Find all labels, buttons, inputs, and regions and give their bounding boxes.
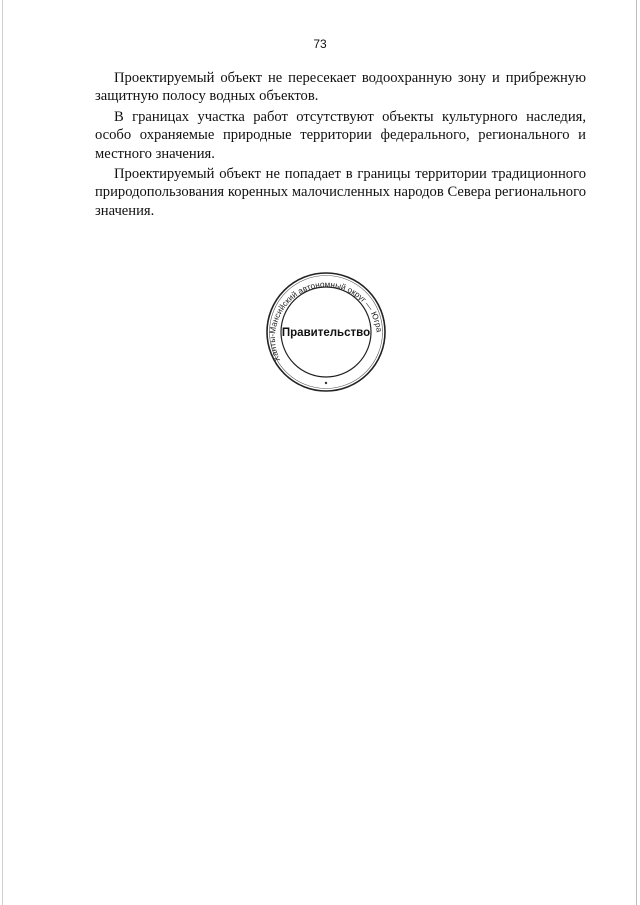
stamp-dot [325, 382, 327, 384]
scan-edge-left [2, 0, 3, 905]
page-number: 73 [313, 37, 327, 51]
paragraph-2 [95, 108, 586, 163]
text-line: Проектируемый объект не попадает в границы территории традиционного [114, 166, 586, 183]
text-line: Проектируемый объект не пересекает водоохранную зону и прибрежную [114, 70, 586, 86]
paragraph-3 [95, 165, 586, 220]
text-line: значения. [95, 202, 155, 219]
stamp-center-text: Правительство [281, 327, 371, 339]
text-line: природопользования коренных малочисленных народов Севера регионального [95, 184, 586, 201]
stamp-ring-text: Ханты-Мансийский автономный округ — Югра [267, 279, 384, 364]
document-body [95, 69, 586, 222]
text-line: особо охраняемые природные территории федерального, регионального и [95, 127, 586, 144]
text-line: местного значения. [95, 145, 215, 162]
paragraph-1 [95, 69, 586, 106]
scan-edge-right [636, 0, 637, 905]
official-stamp [264, 270, 388, 394]
text-line: защитную полосу водных объектов. [95, 88, 319, 105]
text-line: В границах участка работ отсутствуют объекты культурного наследия, [114, 108, 586, 125]
